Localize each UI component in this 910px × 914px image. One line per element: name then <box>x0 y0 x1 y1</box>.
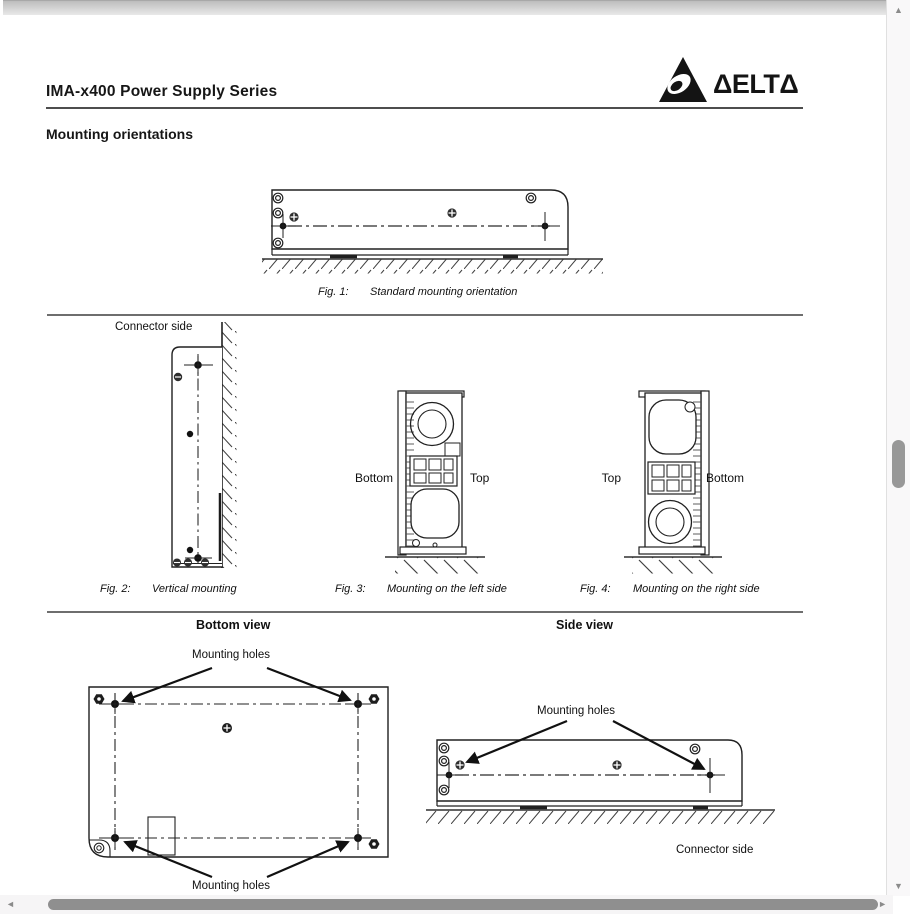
delta-triangle-icon <box>658 56 708 103</box>
side-mounting-holes-label: Mounting holes <box>537 705 615 717</box>
scroll-up-icon[interactable]: ▲ <box>894 5 903 15</box>
page-title: IMA-x400 Power Supply Series <box>46 83 278 100</box>
fig2-connector-side-label: Connector side <box>115 321 193 333</box>
bottom-view-heading: Bottom view <box>196 618 271 632</box>
toolbar-bottom-edge <box>3 0 886 15</box>
fig1-caption-label: Fig. 1: <box>318 286 349 298</box>
fig3-caption-text: Mounting on the left side <box>387 583 507 595</box>
side-view-heading: Side view <box>556 618 613 632</box>
mounting-holes-label-bottom: Mounting holes <box>192 880 270 892</box>
logo-wordmark: ΔELTΔ <box>713 69 799 99</box>
title-rule <box>46 107 803 109</box>
section-divider-2 <box>47 611 803 613</box>
section-heading: Mounting orientations <box>46 126 193 142</box>
fig4-top-label: Top <box>601 471 621 485</box>
fig1-caption-text: Standard mounting orientation <box>370 286 518 298</box>
fig1-drawing <box>230 185 620 285</box>
vertical-scroll-thumb[interactable] <box>892 440 905 488</box>
fig3-top-label: Top <box>470 471 490 485</box>
fig4-caption-label: Fig. 4: <box>580 583 611 595</box>
mounting-holes-label-top: Mounting holes <box>192 649 270 661</box>
vertical-scrollbar[interactable] <box>886 0 910 896</box>
horizontal-scrollbar[interactable] <box>0 895 893 914</box>
fig3-bottom-label: Bottom <box>354 471 393 485</box>
fig4-caption-text: Mounting on the right side <box>633 583 760 595</box>
delta-logo <box>658 56 808 104</box>
horizontal-scroll-thumb[interactable] <box>48 899 878 910</box>
fig4-bottom-label: Bottom <box>706 471 745 485</box>
scroll-down-icon[interactable]: ▼ <box>894 881 903 891</box>
fig2-caption-text: Vertical mounting <box>152 583 237 595</box>
side-view-drawing <box>425 698 790 833</box>
section-divider-1 <box>47 314 803 316</box>
fig2-caption-label: Fig. 2: <box>100 583 131 595</box>
scroll-right-icon[interactable]: ► <box>878 899 887 909</box>
fig3-caption-label: Fig. 3: <box>335 583 366 595</box>
fig2-drawing <box>95 318 260 574</box>
bottom-view-drawing <box>75 646 407 902</box>
scroll-left-icon[interactable]: ◄ <box>6 899 15 909</box>
side-connector-side-label: Connector side <box>676 844 754 856</box>
